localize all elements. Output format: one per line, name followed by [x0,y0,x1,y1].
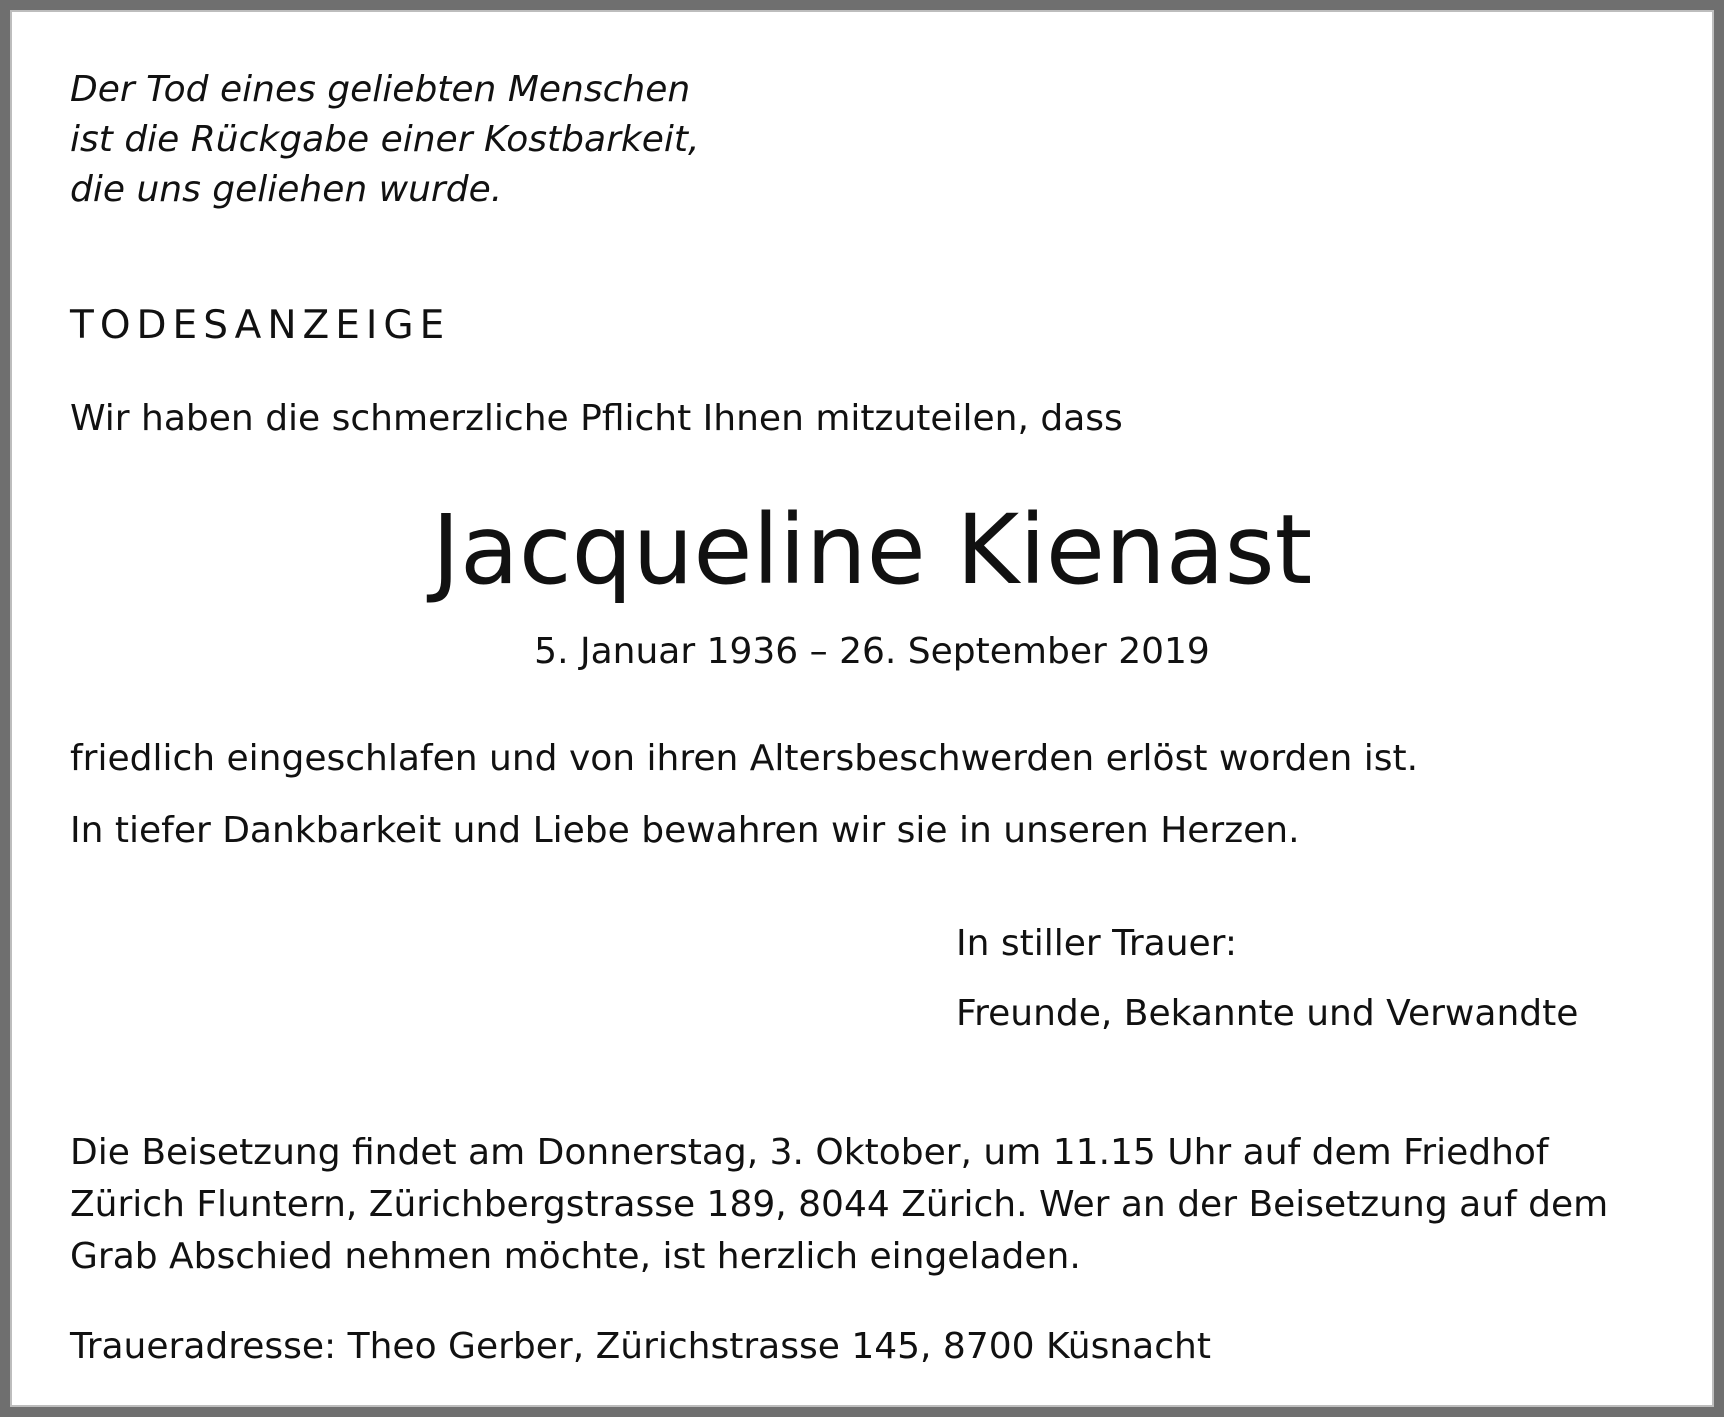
burial-line: Grab Abschied nehmen möchte, ist herzlich eingeladen. [70,1236,1081,1277]
motto-line: Der Tod eines geliebten Menschen [70,69,691,110]
mourning-address: Traueradresse: Theo Gerber, Zürichstrasse 145, 8700 Küsnacht [70,1326,1211,1367]
body-text-line: friedlich eingeschlafen und von ihren Altersbeschwerden erlöst worden ist. [70,738,1419,779]
deceased-name: Jacqueline Kienast [431,494,1313,606]
motto-line: die uns geliehen wurde. [70,169,503,210]
mourners-label: In stiller Trauer: [956,923,1237,964]
burial-line: Zürich Fluntern, Zürichbergstrasse 189, 8044 Zürich. Wer an der Beisetzung auf dem [70,1184,1609,1225]
intro-text: Wir haben die schmerzliche Pflicht Ihnen mitzuteilen, dass [70,398,1123,439]
motto-quote [70,65,830,215]
motto-line: ist die Rückgabe einer Kostbarkeit, [70,119,700,160]
notice-heading: TODESANZEIGE [70,303,451,348]
burial-info [70,1127,1690,1283]
body-text-line: In tiefer Dankbarkeit und Liebe bewahren wir sie in unseren Herzen. [70,810,1300,851]
mourners-names: Freunde, Bekannte und Verwandte [956,993,1579,1034]
burial-line: Die Beisetzung findet am Donnerstag, 3. Oktober, um 11.15 Uhr auf dem Friedhof [70,1132,1549,1173]
life-dates: 5. Januar 1936 – 26. September 2019 [534,631,1210,672]
